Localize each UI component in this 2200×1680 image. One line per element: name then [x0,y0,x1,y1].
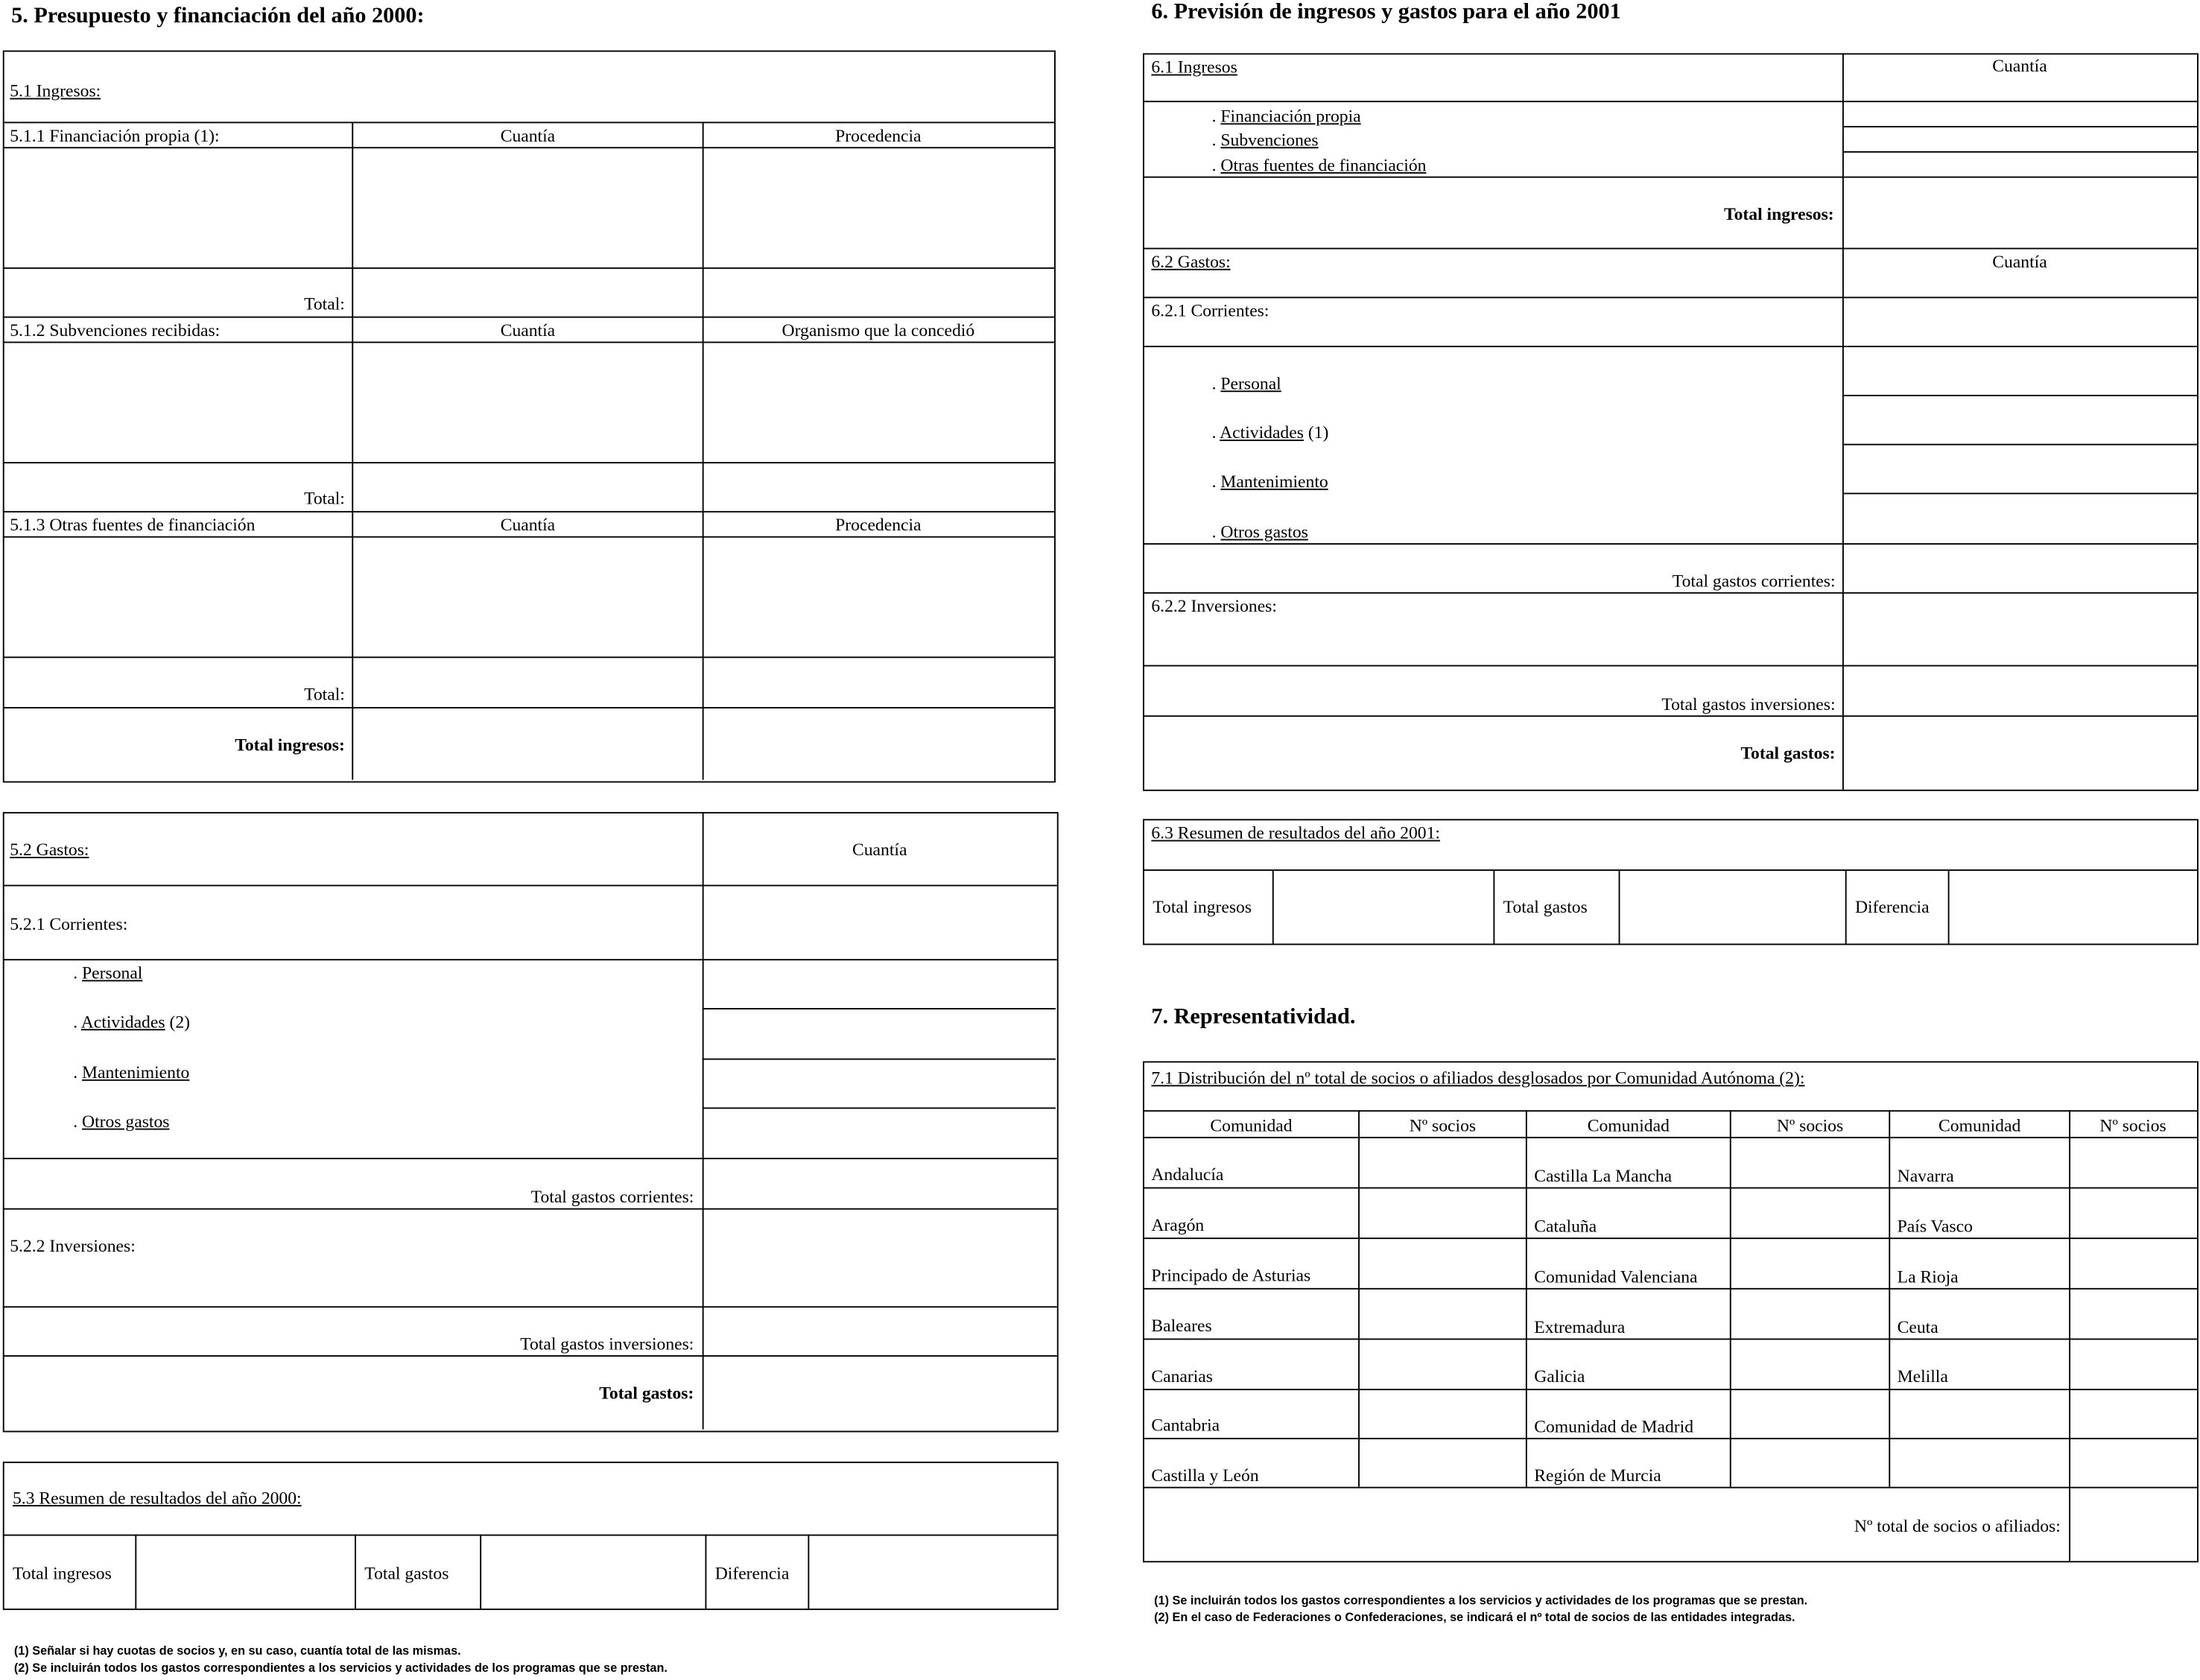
inversiones-label: 5.2.2 Inversiones: [10,1236,136,1256]
resumen-2000-total-gastos: Total gastos [364,1564,449,1584]
gasto-item-otros: . Otros gastos [73,1112,170,1132]
total-ingresos-label: Total ingresos: [235,735,345,755]
7-1-heading: 7.1 Distribución del nº total de socios o afiliados desglosados por Comunidad Autónoma (2): [1151,1068,1805,1088]
resumen-2000-total-ingresos: Total ingresos [13,1564,112,1584]
subvenciones-total-label: Total: [304,488,345,509]
comunidad-cell: Principado de Asturias [1151,1265,1311,1286]
comunidad-cell: Castilla La Mancha [1534,1166,1673,1186]
6-1-ingresos-heading: 6.1 Ingresos [1151,57,1237,77]
comunidad-cell: Aragón [1151,1215,1205,1235]
resumen-2001-total-gastos: Total gastos [1503,897,1588,917]
6-1-item-otras: . Otras fuentes de financiación [1211,155,1427,175]
gasto-item-personal: . Personal [73,963,143,983]
total-gastos-inversiones-label: Total gastos inversiones: [520,1334,694,1354]
6-1-total-ingresos-label: Total ingresos: [1724,204,1834,224]
gasto-item-actividades: . Actividades (2) [73,1012,191,1032]
footnote-7-2: (2) En el caso de Federaciones o Confederaciones, se indicará el nº total de socios de las entidades integradas. [1154,1610,1795,1624]
propia-procedencia-header: Procedencia [835,126,922,146]
section7-title: 7. Representatividad. [1151,1005,1356,1030]
6-2-gastos-heading: 6.2 Gastos: [1151,252,1231,272]
6-1-item-subvenciones: . Subvenciones [1211,130,1319,150]
6-2-item-mantenimiento: . Mantenimiento [1211,472,1328,492]
resumen-2000-heading: 5.3 Resumen de resultados del año 2000: [13,1488,302,1508]
resumen-2001-heading: 6.3 Resumen de resultados del año 2001: [1151,822,1440,843]
resumen-2001-total-ingresos: Total ingresos [1153,897,1252,917]
gastos-heading: 5.2 Gastos: [10,840,89,860]
propia-cuantia-header: Cuantía [500,126,556,146]
comunidad-cell: Castilla y León [1151,1465,1259,1486]
6-2-total-corrientes-label: Total gastos corrientes: [1672,571,1836,592]
footnote-5-1: (1) Señalar si hay cuotas de socios y, en su caso, cuantía total de las mismas. [13,1643,461,1658]
comunidad-cell: Navarra [1897,1166,1954,1186]
total-socios-label: Nº total de socios o afiliados: [1854,1516,2061,1536]
6-2-item-otros: . Otros gastos [1211,522,1308,542]
total-gastos-corrientes-label: Total gastos corrientes: [530,1187,694,1207]
propia-total-label: Total: [304,294,345,314]
subvenciones-organismo-header: Organismo que la concedió [782,320,975,340]
propia-label: 5.1.1 Financiación propia (1): [10,126,220,146]
comunidad-cell: Baleares [1151,1316,1212,1336]
col-comunidad-1: Comunidad [1210,1115,1293,1136]
6-2-item-actividades: . Actividades (1) [1211,422,1329,443]
total-gastos-label: Total gastos: [599,1383,694,1403]
col-socios-1: Nº socios [1409,1115,1477,1136]
otras-procedencia-header: Procedencia [835,515,922,535]
section6-title: 6. Previsión de ingresos y gastos para el año 2001 [1151,0,1621,24]
6-1-cuantia-header: Cuantía [1992,56,2047,76]
6-2-inversiones-label: 6.2.2 Inversiones: [1151,596,1277,616]
6-1-item-financiacion: . Financiación propia [1211,106,1361,127]
6-2-corrientes-label: 6.2.1 Corrientes: [1151,301,1269,321]
comunidad-cell: Ceuta [1897,1317,1939,1337]
footnote-5-2: (2) Se incluirán todos los gastos correspondientes a los servicios y actividades de los programas que se prestan. [13,1660,668,1675]
comunidad-cell: Extremadura [1534,1317,1626,1337]
otras-cuantia-header: Cuantía [500,515,556,535]
section5-title: 5. Presupuesto y financiación del año 2000: [11,4,425,28]
col-socios-2: Nº socios [1776,1115,1844,1136]
comunidad-cell: Comunidad Valenciana [1534,1267,1698,1287]
comunidad-cell: País Vasco [1897,1217,1973,1237]
ingresos-heading: 5.1 Ingresos: [10,80,101,101]
comunidad-cell: Cantabria [1151,1415,1220,1436]
col-comunidad-2: Comunidad [1587,1115,1670,1136]
otras-total-label: Total: [304,684,345,705]
6-2-item-personal: . Personal [1211,373,1281,394]
comunidad-cell: Comunidad de Madrid [1534,1416,1694,1437]
comunidad-cell: Canarias [1151,1366,1213,1386]
subvenciones-label: 5.1.2 Subvenciones recibidas: [10,320,221,340]
comunidad-cell: Melilla [1897,1366,1948,1386]
resumen-2001-diferencia: Diferencia [1854,897,1930,917]
comunidad-cell: Andalucía [1151,1164,1224,1185]
subvenciones-cuantia-header: Cuantía [500,320,556,340]
comunidad-cell: Región de Murcia [1534,1465,1661,1486]
comunidad-cell: La Rioja [1897,1267,1959,1287]
corrientes-label: 5.2.1 Corrientes: [10,914,128,934]
col-comunidad-3: Comunidad [1939,1115,2021,1136]
6-2-total-inversiones-label: Total gastos inversiones: [1661,694,1836,714]
6-2-cuantia-header: Cuantía [1992,252,2047,272]
comunidad-cell: Cataluña [1534,1217,1597,1237]
footnote-7-1: (1) Se incluirán todos los gastos correspondientes a los servicios y actividades de los programas que se prestan. [1154,1593,1808,1608]
col-socios-3: Nº socios [2099,1115,2166,1136]
otras-label: 5.1.3 Otras fuentes de financiación [10,515,256,535]
comunidad-cell: Galicia [1534,1366,1585,1386]
6-2-total-gastos-label: Total gastos: [1740,743,1836,764]
gastos-cuantia-header: Cuantía [852,840,907,860]
resumen-2000-diferencia: Diferencia [714,1564,790,1584]
gasto-item-mantenimiento: . Mantenimiento [73,1062,190,1083]
